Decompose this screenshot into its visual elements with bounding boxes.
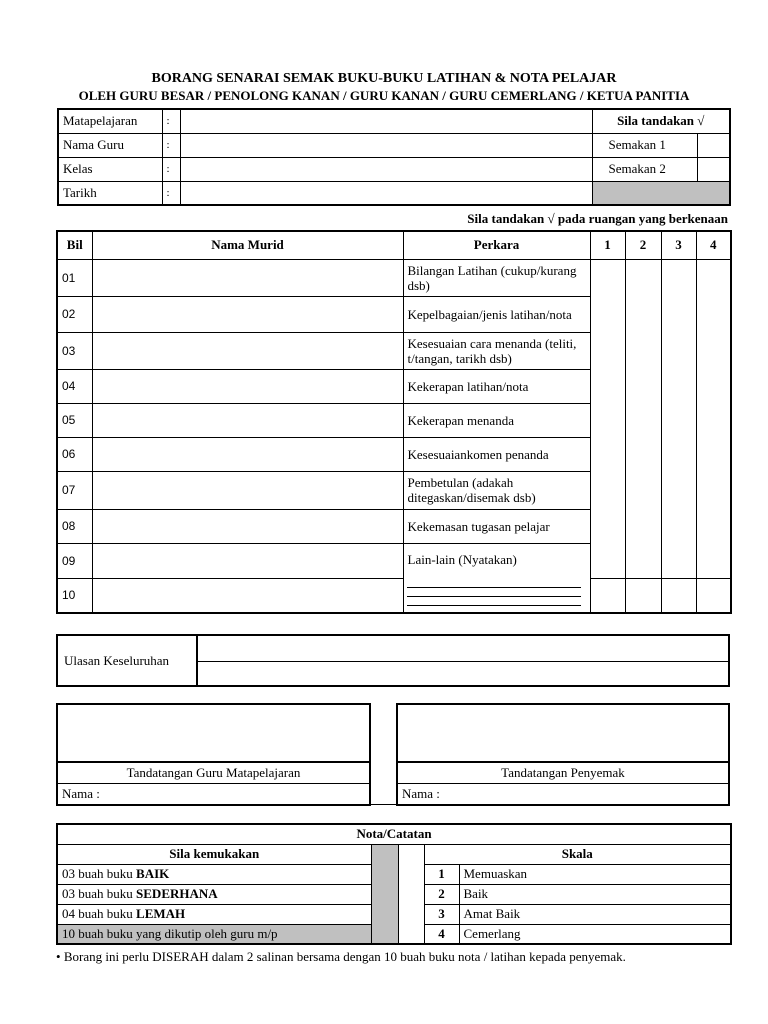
connector-line	[371, 804, 396, 805]
col-header-4: 4	[696, 231, 731, 259]
perkara-cell: Kepelbagaian/jenis latihan/nota	[403, 296, 590, 332]
nama-label: Nama :	[402, 786, 440, 801]
scale-num: 4	[424, 924, 459, 944]
scale-label: Cemerlang	[459, 924, 731, 944]
bil-cell: 10	[57, 578, 92, 613]
tick-label: Sila tandakan √	[592, 109, 730, 133]
semakan-1-label: Semakan 1	[592, 133, 697, 157]
bil-cell: 03	[57, 332, 92, 369]
kelas-input[interactable]	[180, 157, 592, 181]
scale-label: Baik	[459, 884, 731, 904]
field-label-kelas: Kelas	[58, 157, 162, 181]
bil-cell: 01	[57, 259, 92, 296]
colon: :	[162, 157, 180, 181]
instruction-text: Sila tandakan √ pada ruangan yang berkenaan	[467, 211, 728, 226]
ulasan-box	[56, 634, 730, 687]
perkara-cell: Kekemasan tugasan pelajar	[403, 509, 590, 543]
perkara-cell: Kesesuaian cara menanda (teliti, t/tangan, tarikh dsb)	[403, 332, 590, 369]
nama-murid-input[interactable]	[92, 509, 403, 543]
semakan-2-checkbox[interactable]	[697, 157, 730, 181]
bil-cell: 06	[57, 437, 92, 471]
bil-cell: 08	[57, 509, 92, 543]
perkara-cell: Kekerapan menanda	[403, 403, 590, 437]
bil-cell: 04	[57, 369, 92, 403]
shaded-cell	[592, 181, 730, 205]
colon: :	[162, 109, 180, 133]
perkara-cell: Kesesuaiankomen penanda	[403, 437, 590, 471]
check-cell-1[interactable]	[590, 259, 625, 578]
nota-left-header: Sila kemukakan	[57, 844, 371, 864]
header-info-table	[57, 108, 731, 206]
nama-row-guru[interactable]	[58, 783, 369, 804]
bullet-icon: •	[56, 949, 64, 964]
nota-item: 03 buah buku SEDERHANA	[57, 884, 371, 904]
ulasan-label: Ulasan Keseluruhan	[64, 653, 170, 668]
col-header-bil: Bil	[57, 231, 92, 259]
signature-label-penyemak: Tandatangan Penyemak	[501, 765, 625, 780]
perkara-cell: Pembetulan (adakah ditegaskan/disemak dsb)	[403, 471, 590, 509]
col-header-1: 1	[590, 231, 625, 259]
lain-lain-line[interactable]	[407, 596, 581, 597]
nama-row-penyemak[interactable]	[398, 783, 728, 804]
nama-murid-input[interactable]	[92, 437, 403, 471]
perkara-cell: Bilangan Latihan (cukup/kurang dsb)	[403, 259, 590, 296]
lain-lain-label: Lain-lain (Nyatakan)	[407, 551, 517, 567]
nota-title: Nota/Catatan	[57, 824, 731, 844]
signature-box-penyemak	[396, 703, 730, 806]
check-cell-4[interactable]	[696, 578, 731, 613]
semakan-1-checkbox[interactable]	[697, 133, 730, 157]
nama-guru-input[interactable]	[180, 133, 592, 157]
check-cell-3[interactable]	[661, 578, 696, 613]
bil-cell: 09	[57, 543, 92, 578]
signature-box-guru	[56, 703, 371, 806]
nama-label: Nama :	[62, 786, 100, 801]
footer-note-text: Borang ini perlu DISERAH dalam 2 salinan bersama dengan 10 buah buku nota / latihan kepada penyemak.	[63, 949, 626, 964]
check-cell-3[interactable]	[661, 259, 696, 578]
scale-num: 3	[424, 904, 459, 924]
colon: :	[162, 133, 180, 157]
col-header-nama-murid: Nama Murid	[92, 231, 403, 259]
check-cell-2[interactable]	[625, 578, 661, 613]
nota-item: 03 buah buku BAIK	[57, 864, 371, 884]
bil-cell: 07	[57, 471, 92, 509]
field-label-matapelajaran: Matapelajaran	[58, 109, 162, 133]
scale-num: 1	[424, 864, 459, 884]
nota-item: 04 buah buku LEMAH	[57, 904, 371, 924]
lain-lain-line[interactable]	[407, 605, 581, 606]
colon: :	[162, 181, 180, 205]
nota-item: 10 buah buku yang dikutip oleh guru m/p	[57, 924, 371, 944]
bil-cell: 02	[57, 296, 92, 332]
page-title: BORANG SENARAI SEMAK BUKU-BUKU LATIHAN & NOTA PELAJAR	[151, 71, 617, 86]
signature-label-guru: Tandatangan Guru Matapelajaran	[126, 765, 301, 780]
field-label-tarikh: Tarikh	[58, 181, 162, 205]
col-header-perkara: Perkara	[403, 231, 590, 259]
scale-label: Amat Baik	[459, 904, 731, 924]
page-subtitle: OLEH GURU BESAR / PENOLONG KANAN / GURU KANAN / GURU CEMERLANG / KETUA PANITIA	[78, 88, 690, 103]
check-cell-1[interactable]	[590, 578, 625, 613]
nama-murid-input[interactable]	[92, 543, 403, 578]
scale-num: 2	[424, 884, 459, 904]
perkara-cell	[403, 543, 590, 613]
scale-label: Memuaskan	[459, 864, 731, 884]
matapelajaran-input[interactable]	[180, 109, 592, 133]
table-row	[57, 578, 731, 613]
nota-table	[56, 823, 732, 945]
nama-murid-input[interactable]	[92, 259, 403, 296]
signature-area-guru[interactable]	[58, 705, 369, 763]
ulasan-line[interactable]	[198, 661, 728, 662]
col-header-2: 2	[625, 231, 661, 259]
nama-murid-input[interactable]	[92, 578, 403, 613]
nama-murid-input[interactable]	[92, 332, 403, 369]
check-cell-4[interactable]	[696, 259, 731, 578]
footer-note	[56, 949, 736, 965]
checklist-table	[56, 230, 732, 614]
blank-separator	[398, 844, 424, 944]
nama-murid-input[interactable]	[92, 471, 403, 509]
check-cell-2[interactable]	[625, 259, 661, 578]
perkara-cell: Kekerapan latihan/nota	[403, 369, 590, 403]
bil-cell: 05	[57, 403, 92, 437]
table-row	[57, 259, 731, 296]
semakan-2-label: Semakan 2	[592, 157, 697, 181]
signature-area-penyemak[interactable]	[398, 705, 728, 763]
col-header-3: 3	[661, 231, 696, 259]
nama-murid-input[interactable]	[92, 369, 403, 403]
nota-right-header: Skala	[424, 844, 731, 864]
field-label-nama-guru: Nama Guru	[58, 133, 162, 157]
lain-lain-line[interactable]	[407, 587, 581, 588]
tarikh-input[interactable]	[180, 181, 592, 205]
nama-murid-input[interactable]	[92, 296, 403, 332]
gray-separator	[371, 844, 398, 944]
nama-murid-input[interactable]	[92, 403, 403, 437]
